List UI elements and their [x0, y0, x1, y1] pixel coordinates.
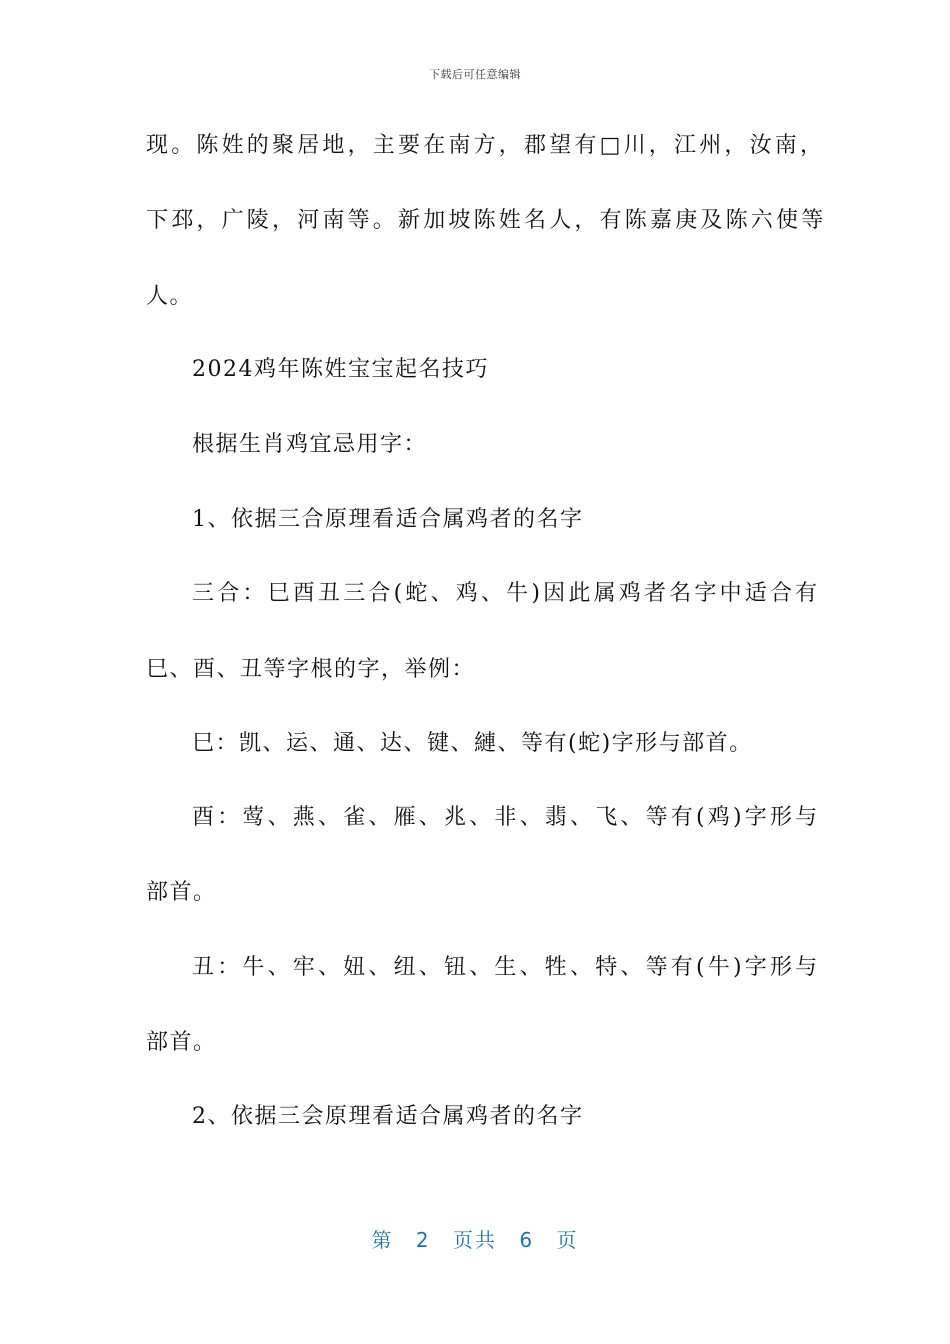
page-prefix: 第: [371, 1228, 394, 1252]
paragraph-line: 部首。: [146, 880, 217, 905]
paragraph-line: 巳：凯、运、通、达、键、縺、等有(蛇)字形与部首。: [192, 731, 753, 756]
list-item-heading: 2、依据三会原理看适合属鸡者的名字: [192, 1104, 584, 1129]
paragraph-line: 巳、酉、丑等字根的字，举例：: [146, 657, 476, 682]
paragraph-line: 下邳，广陵，河南等。新加坡陈姓名人，有陈嘉庚及陈六使等: [146, 208, 827, 233]
paragraph-line: 现。陈姓的聚居地，主要在南方，郡望有□川，江州，汝南，: [146, 133, 826, 158]
section-heading: 2024鸡年陈姓宝宝起名技巧: [192, 357, 489, 382]
current-page-number: 2: [415, 1228, 431, 1252]
page-suffix: 页: [556, 1228, 579, 1252]
paragraph-line: 部首。: [146, 1030, 217, 1055]
total-pages-number: 6: [519, 1228, 535, 1252]
page-footer: [0, 1224, 950, 1253]
paragraph-line: 三合：巳酉丑三合(蛇、鸡、牛)因此属鸡者名字中适合有: [192, 581, 821, 606]
page-header: 下载后可任意编辑: [429, 68, 521, 81]
list-item-heading: 1、依据三合原理看适合属鸡者的名字: [192, 507, 584, 532]
page-middle: 页共: [453, 1228, 497, 1252]
paragraph-line: 人。: [146, 284, 194, 309]
paragraph-line: 根据生肖鸡宜忌用字：: [192, 432, 428, 457]
paragraph-line: 丑：牛、牢、妞、纽、钮、生、牲、特、等有(牛)字形与: [192, 955, 821, 980]
paragraph-line: 酉：莺、燕、雀、雁、兆、非、翡、飞、等有(鸡)字形与: [192, 805, 821, 830]
